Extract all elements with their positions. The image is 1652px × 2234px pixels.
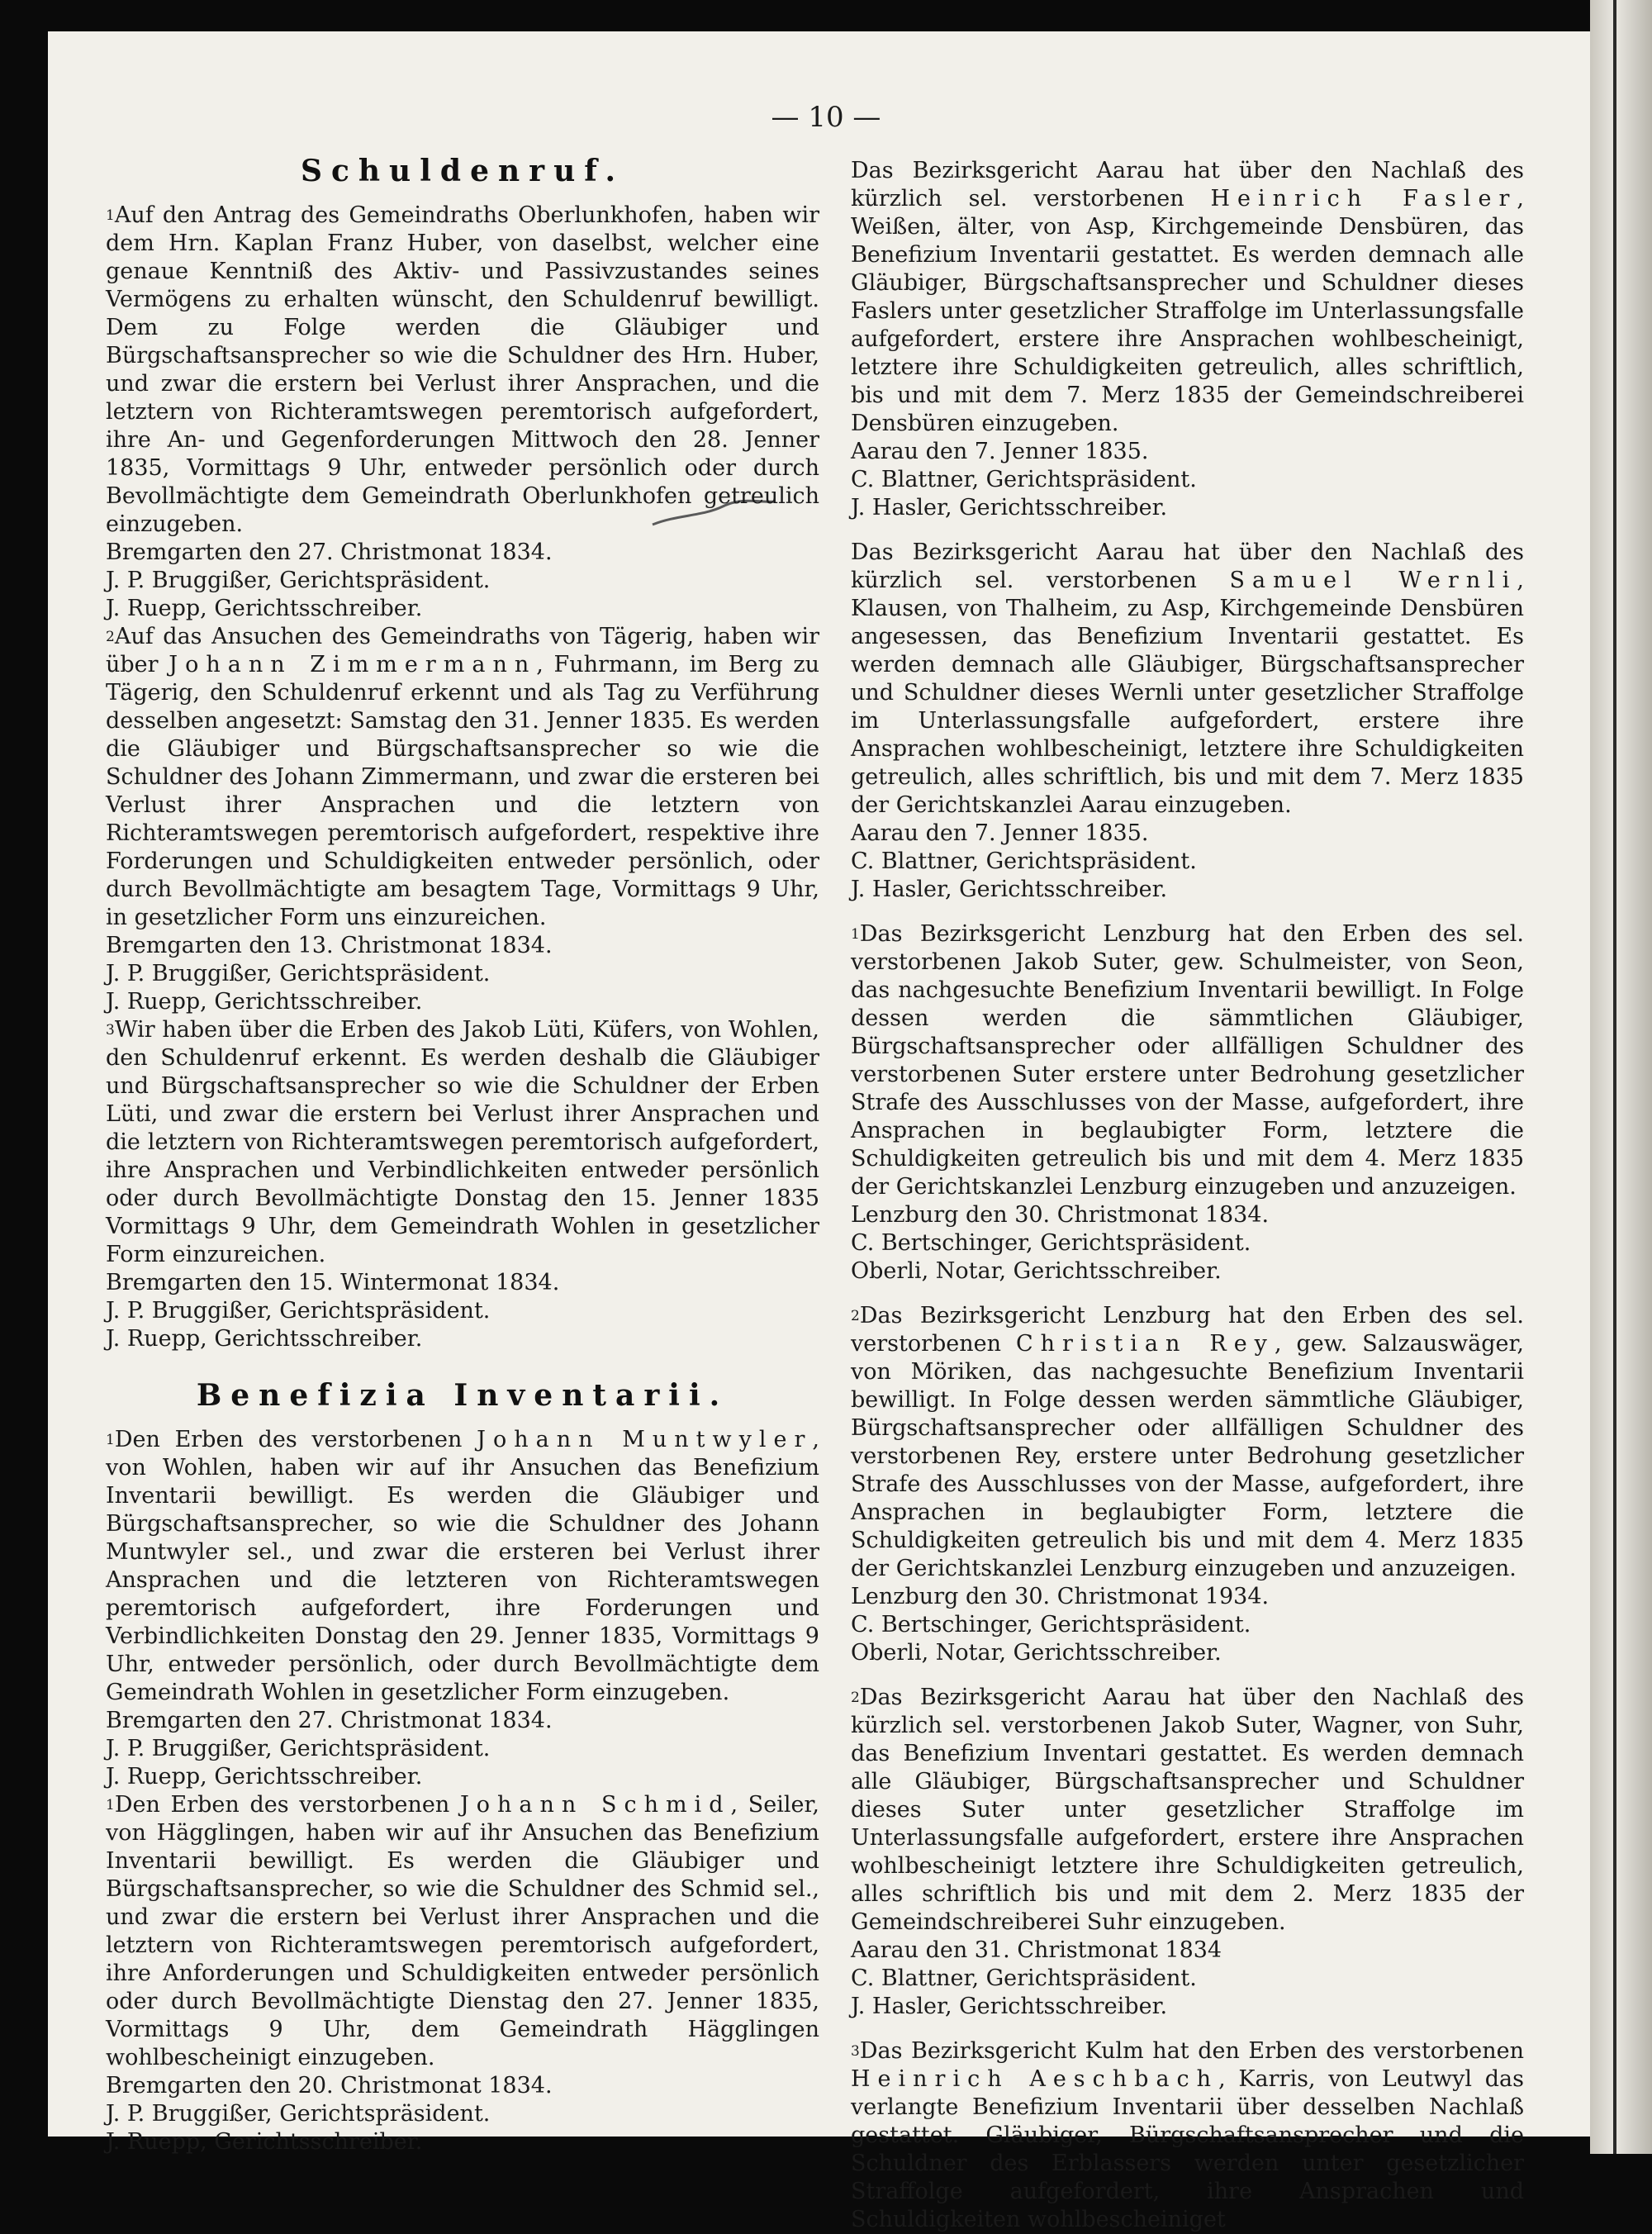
notice-lead: Das Bezirksgericht Kulm hat den Erben des verstorbenen [859, 2038, 1524, 2064]
notice-text [106, 1016, 819, 1269]
left-column [106, 154, 819, 2156]
signature-clerk: J. Hasler, Gerichtsschreiber. [851, 495, 1168, 520]
debtor-name: Heinrich Fasler [1210, 186, 1517, 212]
debtor-name: Christian Rey [1016, 1331, 1275, 1357]
notice-lead: Den Erben des verstorbenen [114, 1427, 463, 1452]
notice-wohlen-lueti [106, 1016, 819, 1353]
notice-marker: 1 [106, 1432, 115, 1448]
notice-lead: Auf das Ansuchen des Gemeindraths von Tägerig, haben wir über [106, 624, 819, 677]
notice-lead: Das Bezirksgericht Lenzburg hat den Erben des sel. verstorbenen [851, 1303, 1524, 1357]
signature-president: C. Blattner, Gerichtspräsident. [851, 467, 1197, 492]
notice-marker: 3 [106, 1022, 115, 1039]
page-number: — 10 — [771, 101, 881, 134]
notice-dateline: Aarau den 7. Jenner 1835. [851, 820, 1149, 846]
notice-body: Auf den Antrag des Gemeindraths Oberlunkhofen, haben wir dem Hrn. Kaplan Franz Huber, von daselbst, welcher eine genaue Kenntniß des Aktiv- und Passivzustandes seines Vermögens zu erhalten wünscht, den Schuldenruf bewilligt. Dem zu Folge werden die Gläubiger und Bürgschaftsansprecher so wie die Schuldner des Hrn. Huber, und zwar die erstern bei Verlust ihrer Ansprachen, und die letztern von Richteramtswegen peremtorisch aufgefordert, ihre An- und Gegenforderungen Mittwoch den 28. Jenner 1835, Vormittags 9 Uhr, entweder persönlich oder durch Bevollmächtigte dem Gemeindrath Oberlunkhofen getreulich einzugeben. [106, 202, 819, 537]
signature-clerk: J. Hasler, Gerichtsschreiber. [851, 1994, 1168, 2019]
notice-marker: 2 [851, 1690, 860, 1706]
section-heading-schuldenruf: Schuldenruf. [300, 154, 625, 188]
notice-taegerig [106, 623, 819, 1016]
signature-clerk: J. Ruepp, Gerichtsschreiber. [106, 1326, 423, 1352]
notice-rey [851, 1302, 1524, 1667]
notice-text [851, 920, 1524, 1201]
notice-marker: 1 [851, 926, 860, 943]
signature-clerk: J. Ruepp, Gerichtsschreiber. [106, 989, 423, 1015]
notice-body: Das Bezirksgericht Aarau hat über den Nachlaß des kürzlich sel. verstorbenen Jakob Suter, Wagner, von Suhr, das Benefizium Inventari gestattet. Es werden demnach alle Gläubiger, Bürgschaftsansprecher und Schuldner dieses Suter unter gesetzlicher Straffolge im Unterlassungsfalle aufgefordert, erstere ihre Ansprachen wohlbescheinigt letztere ihre Schuldigkeiten getreulich, alles schriftlich bis und mit dem 2. Merz 1835 der Gemeindschreiberei Suhr einzugeben. [851, 1685, 1524, 1935]
notice-marker: 2 [851, 1308, 860, 1324]
notice-body: , Fuhrmann, im Berg zu Tägerig, den Schuldenruf erkennt und als Tag zu Verführung desselben angesetzt: Samstag den 31. Jenner 1835. Es werden die Gläubiger und Bürgschaftsansprecher so wie die Schuldner des Johann Zimmermann, und zwar die ersteren bei Verlust ihrer Ansprachen und die letztern von Richteramtswegen peremtorisch aufgefordert, respektive ihre Forderungen und Schuldigkeiten entweder persönlich, oder durch Bevollmächtigte am besagtem Tage, Vormittags 9 Uhr, in gesetzlicher Form uns einzureichen. [106, 652, 819, 930]
notice-body: , gew. Salzauswäger, von Möriken, das nachgesuchte Benefizium Inventarii bewilligt. In Folge dessen werden sämmtliche Gläubiger, Bürgschaftsansprecher oder allfälligen Schuldner des verstorbenen Rey, erstere unter Bedrohung gesetzlicher Strafe des Ausschlusses von der Masse, aufgefordert, ihre Ansprachen in beglaubigter Form, letztere die Schuldigkeiten getreulich bis und mit dem 4. Merz 1835 der Gerichtskanzlei Lenzburg einzugeben und anzuzeigen. [851, 1331, 1524, 1581]
notice-text [851, 1684, 1524, 1937]
signature-president: C. Blattner, Gerichtspräsident. [851, 1965, 1197, 1991]
signature-clerk: Oberli, Notar, Gerichtsschreiber. [851, 1640, 1222, 1666]
signature-president: J. P. Bruggißer, Gerichtspräsident. [106, 568, 491, 593]
notice-marker: 1 [106, 1797, 115, 1813]
notice-lead: Das Bezirksgericht Aarau hat über den Nachlaß des kürzlich sel. verstorbenen [851, 539, 1524, 593]
notice-text [106, 1791, 819, 2072]
spine-edge-line [1613, 0, 1616, 2154]
signature-clerk: J. Ruepp, Gerichtsschreiber. [106, 596, 423, 621]
notice-lead: Das Bezirksgericht Aarau hat über den Nachlaß des kürzlich sel. verstorbenen [851, 158, 1524, 212]
debtor-name: Samuel Wernli [1229, 568, 1517, 593]
notice-suter-seon [851, 920, 1524, 1286]
notice-body: , von Wohlen, haben wir auf ihr Ansuchen das Benefizium Inventarii bewilligt. Es werden die Gläubiger und Bürgschaftsansprecher, so wie die Schuldner des Johann Muntwyler sel., und zwar die ersteren bei Verlust ihrer Ansprachen und die letzteren von Richteramtswegen peremtorisch aufgefordert, ihre Forderungen und Verbindlichkeiten Donstag den 29. Jenner 1835, Vormittags 9 Uhr, entweder persönlich, oder durch Bevollmächtigte dem Gemeindrath Wohlen in gesetzlicher Form einzugeben. [106, 1427, 819, 1705]
debtor-name: Heinrich Aeschbach [851, 2066, 1219, 2092]
notice-dateline: Lenzburg den 30. Christmonat 1934. [851, 1584, 1270, 1609]
notice-marker: 3 [851, 2043, 860, 2060]
book-spine [1590, 0, 1652, 2154]
notice-text [106, 1426, 819, 1707]
notice-fasler [851, 157, 1524, 522]
notice-body: , Klausen, von Thalheim, zu Asp, Kirchgemeinde Densbüren angesessen, das Benefizium Inventarii gestattet. Es werden demnach alle Gläubiger, Bürgschaftsansprecher und Schuldner dieses Wernli unter gesetzlicher Straffolge im Unterlassungsfalle aufgefordert, erstere ihre Ansprachen wohlbescheinigt, letztere ihre Schuldigkeiten getreulich, alles schriftlich, bis und mit dem 7. Merz 1835 der Gerichtskanzlei Aarau einzugeben. [851, 568, 1524, 818]
notice-dateline: Bremgarten den 27. Christmonat 1834. [106, 1708, 553, 1733]
signature-clerk: J. Ruepp, Gerichtsschreiber. [106, 1764, 423, 1790]
notice-text [851, 539, 1524, 820]
notice-text [106, 623, 819, 932]
signature-president: J. P. Bruggißer, Gerichtspräsident. [106, 1298, 491, 1324]
notice-dateline: Aarau den 31. Christmonat 1834 [851, 1937, 1222, 1963]
signature-clerk: J. Hasler, Gerichtsschreiber. [851, 877, 1168, 902]
notice-dateline: Bremgarten den 27. Christmonat 1834. [106, 539, 553, 565]
signature-president: J. P. Bruggißer, Gerichtspräsident. [106, 1736, 491, 1761]
signature-president: J. P. Bruggißer, Gerichtspräsident. [106, 961, 491, 986]
signature-president: C. Blattner, Gerichtspräsident. [851, 848, 1197, 874]
notice-body: , Karris, von Leutwyl das verlangte Benefizium Inventarii über desselben Nachlaß gestattet. Gläubiger, Bürgschaftsansprecher und die Schuldner des Erblassers werden unter gesetzlicher Straffolge aufgefordert, ihre Ansprachen und Schuldigkeiten wohlbescheiniget [851, 2066, 1525, 2232]
notice-body: , Weißen, älter, von Asp, Kirchgemeinde Densbüren, das Benefizium Inventarii gestattet. Es werden demnach alle Gläubiger, Bürgschaftsansprecher und Schuldner dieses Faslers unter gesetzlicher Straffolge im Unterlassungsfalle aufgefordert, erstere ihre Ansprachen wohlbescheinigt, letztere ihre Schuldigkeiten getreulich, alles schriftlich, bis und mit dem 7. Merz 1835 der Gemeindschreiberei Densbüren einzugeben. [851, 186, 1524, 436]
notice-dateline: Bremgarten den 15. Wintermonat 1834. [106, 1270, 560, 1295]
signature-president: J. P. Bruggißer, Gerichtspräsident. [106, 2101, 491, 2127]
notice-wernli [851, 539, 1524, 904]
signature-clerk: Oberli, Notar, Gerichtsschreiber. [851, 1258, 1222, 1284]
notice-marker: 1 [106, 207, 115, 224]
notice-suter-suhr [851, 1684, 1524, 2021]
notice-muntwyler [106, 1426, 819, 1791]
notice-body: Wir haben über die Erben des Jakob Lüti, Küfers, von Wohlen, den Schuldenruf erkennt. Es werden deshalb die Gläubiger und Bürgschaftsansprecher so wie die Schuldner der Erben Lüti, und zwar die erstern bei Verlust ihrer Ansprachen und die letztern von Richteramtswegen peremtorisch aufgefordert, ihre Ansprachen und Verbindlichkeiten entweder persönlich oder durch Bevollmächtigte Donstag den 15. Jenner 1835 Vormittags 9 Uhr, dem Gemeindrath Wohlen in gesetzlicher Form einzureichen. [106, 1017, 819, 1267]
debtor-name: Johann Zimmermann [169, 652, 537, 677]
notice-marker: 2 [106, 629, 115, 645]
notice-text [106, 202, 819, 539]
notice-lead: Den Erben des verstorbenen [114, 1792, 450, 1818]
debtor-name: Johann Muntwyler [477, 1427, 813, 1452]
debtor-name: Johann Schmid [459, 1792, 731, 1818]
signature-president: C. Bertschinger, Gerichtspräsident. [851, 1612, 1251, 1637]
notice-text [851, 157, 1524, 438]
signature-clerk: J. Ruepp, Gerichtsschreiber. [106, 2129, 423, 2155]
right-column [851, 157, 1524, 2234]
signature-president: C. Bertschinger, Gerichtspräsident. [851, 1230, 1251, 1256]
notice-aeschbach [851, 2037, 1524, 2234]
notice-dateline: Bremgarten den 20. Christmonat 1834. [106, 2073, 553, 2099]
notice-oberlunkhofen [106, 202, 819, 623]
notice-schmid [106, 1791, 819, 2156]
notice-dateline: Aarau den 7. Jenner 1835. [851, 439, 1149, 464]
notice-text [851, 2037, 1524, 2234]
notice-dateline: Bremgarten den 13. Christmonat 1834. [106, 933, 553, 958]
notice-dateline: Lenzburg den 30. Christmonat 1834. [851, 1202, 1270, 1228]
section-heading-benefizia: Benefizia Inventarii. [196, 1378, 729, 1413]
notice-body: Das Bezirksgericht Lenzburg hat den Erben des sel. verstorbenen Jakob Suter, gew. Schulmeister, von Seon, das nachgesuchte Benefizium Inventarii bewilligt. In Folge dessen werden die sämmtlichen Gläubiger, Bürgschaftsansprecher oder allfälligen Schuldner des verstorbenen Suter erstere unter Bedrohung gesetzlicher Strafe des Ausschlusses von der Masse, aufgefordert, ihre Ansprachen in beglaubigter Form, letztere die Schuldigkeiten getreulich bis und mit dem 4. Merz 1835 der Gerichtskanzlei Lenzburg einzugeben und anzuzeigen. [851, 921, 1524, 1200]
notice-text [851, 1302, 1524, 1583]
notice-body: , Seiler, von Hägglingen, haben wir auf ihr Ansuchen das Benefizium Inventarii bewilligt. Es werden die Gläubiger und Bürgschaftsansprecher, so wie die Schuldner des Schmid sel., und zwar die erstern bei Verlust ihrer Ansprachen und die letztern von Richteramtswegen peremtorisch aufgefordert, ihre Anforderungen und Schuldigkeiten entweder persönlich oder durch Bevollmächtigte Dienstag den 27. Jenner 1835, Vormittags 9 Uhr, dem Gemeindrath Hägglingen wohlbescheinigt einzugeben. [106, 1792, 819, 2070]
